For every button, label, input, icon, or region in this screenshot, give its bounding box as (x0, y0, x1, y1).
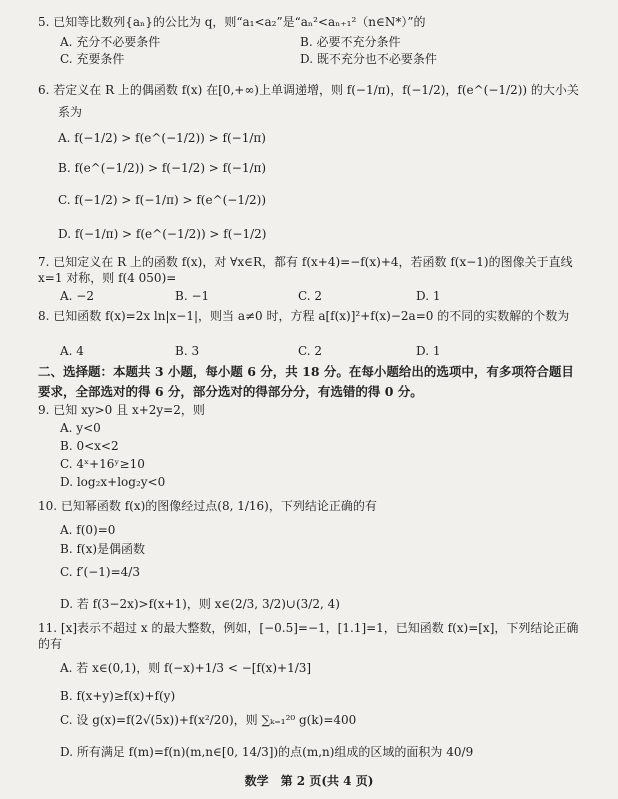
page-footer: 数学 第 2 页(共 4 页) (244, 774, 374, 788)
question-10-stem: 10. 已知幂函数 f(x)的图像经过点(8, 1/16)，下列结论正确的有 (38, 499, 377, 513)
question-8-stem: 8. 已知函数 f(x)=2x ln|x−1|，则当 a≠0 时，方程 a[f(x)]²+f(x)−2a=0 的不同的实数解的个数为 (38, 309, 570, 323)
question-6-stem-continued: 系为 (58, 105, 83, 119)
question-11-stem: 11. [x]表示不超过 x 的最大整数，例如，[−0.5]=−1，[1.1]=1，已知函数 f(x)=[x]，下列结论正确的有 (38, 621, 579, 651)
question-10-option-a: A. f(0)=0 (60, 523, 116, 537)
question-7-option-a: A. −2 (60, 289, 94, 303)
question-9-option-d: D. log₂x+log₂y<0 (60, 475, 166, 489)
question-9-option-c: C. 4ˣ+16ʸ≥10 (60, 457, 145, 471)
question-8-option-a: A. 4 (60, 344, 84, 358)
question-7-option-c: C. 2 (298, 289, 323, 303)
question-5-option-c: C. 充要条件 (60, 52, 125, 66)
question-7-option-b: B. −1 (175, 289, 210, 303)
question-6-option-b: B. f(e^(−1/2)) > f(−1/2) > f(−1/π) (58, 161, 267, 175)
question-8-option-c: C. 2 (298, 344, 323, 358)
question-6-option-c: C. f(−1/2) > f(−1/π) > f(e^(−1/2)) (58, 193, 267, 207)
question-10-option-c: C. f′(−1)=4/3 (60, 565, 140, 579)
question-7-stem: 7. 已知定义在 R 上的函数 f(x)，对 ∀x∈R，都有 f(x+4)=−f(x)+4，若函数 f(x−1)的图像关于直线 x=1 对称，则 f(4 050)= (38, 255, 573, 285)
question-8-option-b: B. 3 (175, 344, 200, 358)
question-10-option-d: D. 若 f(3−2x)>f(x+1)，则 x∈(2/3, 3/2)∪(3/2, 4) (60, 597, 340, 611)
question-5-option-a: A. 充分不必要条件 (60, 35, 161, 49)
section-2-heading: 二、选择题：本题共 3 小题，每小题 6 分，共 18 分。在每小题给出的选项中，有多项符合题目要求，全部选对的得 6 分，部分选对的得部分分，有选错的得 0 分。 (38, 364, 574, 399)
question-11-option-b: B. f(x+y)≥f(x)+f(y) (60, 689, 176, 703)
question-11-option-d: D. 所有满足 f(m)=f(n)(m,n∈[0, 14/3])的点(m,n)组成的区域的面积为 40/9 (60, 745, 474, 759)
question-10-option-b: B. f(x)是偶函数 (60, 542, 146, 556)
question-9-stem: 9. 已知 xy>0 且 x+2y=2，则 (38, 403, 205, 417)
question-9-option-a: A. y<0 (60, 421, 101, 435)
question-5-stem: 5. 已知等比数列{aₙ}的公比为 q，则“a₁<a₂”是“aₙ²<aₙ₊₁²（n∈N*）”的 (38, 15, 426, 29)
question-6-stem: 6. 若定义在 R 上的偶函数 f(x) 在[0,+∞)上单调递增，则 f(−1/π)，f(−1/2)，f(e^(−1/2)) 的大小关 (38, 83, 579, 97)
question-9-option-b: B. 0<x<2 (60, 439, 119, 453)
question-6-option-a: A. f(−1/2) > f(e^(−1/2)) > f(−1/π) (58, 131, 266, 145)
question-11-option-c: C. 设 g(x)=f(2√(5x))+f(x²/20)，则 ∑ₖ₌₁²⁰ g(k)=400 (60, 713, 357, 727)
question-6-option-d: D. f(−1/π) > f(e^(−1/2)) > f(−1/2) (58, 227, 267, 241)
question-5-option-d: D. 既不充分也不必要条件 (300, 52, 437, 66)
question-11-option-a: A. 若 x∈(0,1)，则 f(−x)+1/3 < −[f(x)+1/3] (60, 661, 312, 675)
question-7-option-d: D. 1 (416, 289, 441, 303)
question-5-option-b: B. 必要不充分条件 (300, 35, 401, 49)
question-8-option-d: D. 1 (416, 344, 441, 358)
